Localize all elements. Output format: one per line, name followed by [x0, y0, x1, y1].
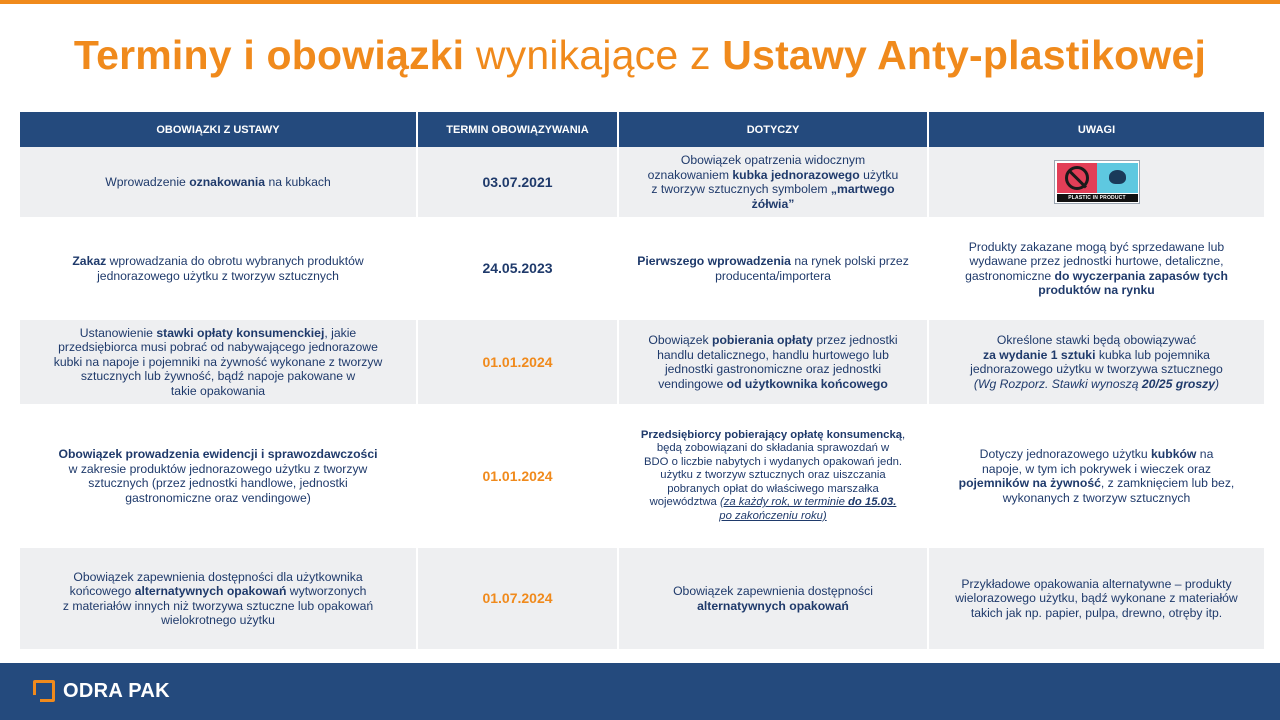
row1-concerns: Obowiązek opatrzenia widocznym oznakowaniem kubka jednorazowego użytku z tworzyw sztucznych symbolem „martwego żółwia”	[619, 147, 929, 226]
table-row	[20, 548, 1264, 658]
row5-obligation: Obowiązek zapewnienia dostępności dla użytkownika końcowego alternatywnych opakowań wytworzonych z materiałów innych niż tworzywa sztuczne lub opakowań wielokrotnego użytku	[20, 548, 418, 658]
ban-icon	[1057, 163, 1097, 193]
footer-bar	[0, 663, 1280, 720]
row5-concerns: Obowiązek zapewnienia dostępności alternatywnych opakowań	[619, 548, 929, 658]
row2-obligation: Zakaz wprowadzania do obrotu wybranych produktów jednorazowego użytku z tworzyw sztucznych	[20, 226, 418, 320]
plastic-in-product-text: PLASTIC IN PRODUCT	[1057, 194, 1138, 202]
header-dotyczy: DOTYCZY	[619, 112, 929, 147]
martwy-zolw-label-icon	[1054, 160, 1140, 204]
title-part-1: Terminy i obowiązki	[73, 32, 465, 78]
row3-obligation: Ustanowienie stawki opłaty konsumenckiej, jakie przedsiębiorca musi pobrać od nabywającego jednorazowe kubki na napoje i pojemniki na żywność wykonane z tworzyw sztucznych lub żywność, bądź napoje pakowane w takie opakowania	[20, 320, 418, 413]
odra-pak-logo-icon	[33, 680, 55, 702]
obligations-table	[20, 112, 1264, 658]
header-termin: TERMIN OBOWIĄZYWANIA	[418, 112, 619, 147]
row3-notes: Określone stawki będą obowiązywać za wydanie 1 sztuki kubka lub pojemnika jednorazowego użytku w tworzywa sztucznego (Wg Rozporz. Stawki wynoszą 20/25 groszy)	[929, 320, 1264, 413]
row4-concerns: Przedsiębiorcy pobierający opłatę konsumencką, będą zobowiązani do składania sprawozdań w BDO o liczbie nabytych i wydanych opakowań jedn. użytku z tworzyw sztucznych oraz uiszczania pobranych opłat do właściwego marszałka województwa (za każdy rok, w terminie do 15.03. po zakończeniu roku)	[619, 413, 929, 548]
header-obowiazki: OBOWIĄZKI Z USTAWY	[20, 112, 418, 147]
title-part-3: Ustawy Anty-plastikowej	[722, 32, 1207, 78]
table-row	[20, 226, 1264, 320]
header-uwagi: UWAGI	[929, 112, 1264, 147]
row1-notes	[929, 147, 1264, 226]
brand-name: ODRA PAK	[63, 680, 170, 702]
turtle-icon	[1097, 163, 1138, 193]
row3-concerns: Obowiązek pobierania opłaty przez jednostki handlu detalicznego, handlu hurtowego lub jednostki gastronomiczne oraz jednostki vendingowe od użytkownika końcowego	[619, 320, 929, 413]
table-row	[20, 413, 1264, 548]
row2-notes: Produkty zakazane mogą być sprzedawane lub wydawane przez jednostki hurtowe, detaliczne, gastronomiczne do wyczerpania zapasów tych produktów na rynku	[929, 226, 1264, 320]
table-header-row	[20, 112, 1264, 147]
row1-obligation: Wprowadzenie oznakowania na kubkach	[20, 147, 418, 226]
row3-date: 01.01.2024	[418, 320, 619, 413]
table-row	[20, 147, 1264, 226]
row5-date: 01.07.2024	[418, 548, 619, 658]
row5-notes: Przykładowe opakowania alternatywne – produkty wielorazowego użytku, bądź wykonane z materiałów takich jak np. papier, pulpa, drewno, otręby itp.	[929, 548, 1264, 658]
table-row	[20, 320, 1264, 413]
row4-notes: Dotyczy jednorazowego użytku kubków na napoje, w tym ich pokrywek i wieczek oraz pojemników na żywność, z zamknięciem lub bez, wykonanych z tworzyw sztucznych	[929, 413, 1264, 548]
row4-obligation: Obowiązek prowadzenia ewidencji i sprawozdawczości w zakresie produktów jednorazowego użytku z tworzyw sztucznych (przez jednostki handlowe, jednostki gastronomiczne oraz vendingowe)	[20, 413, 418, 548]
top-accent-bar	[0, 0, 1280, 4]
title-part-2: wynikające z	[464, 32, 723, 78]
row1-date: 03.07.2021	[418, 147, 619, 226]
row4-date: 01.01.2024	[418, 413, 619, 548]
page-title	[0, 32, 1280, 79]
row2-date: 24.05.2023	[418, 226, 619, 320]
row2-concerns: Pierwszego wprowadzenia na rynek polski przez producenta/importera	[619, 226, 929, 320]
